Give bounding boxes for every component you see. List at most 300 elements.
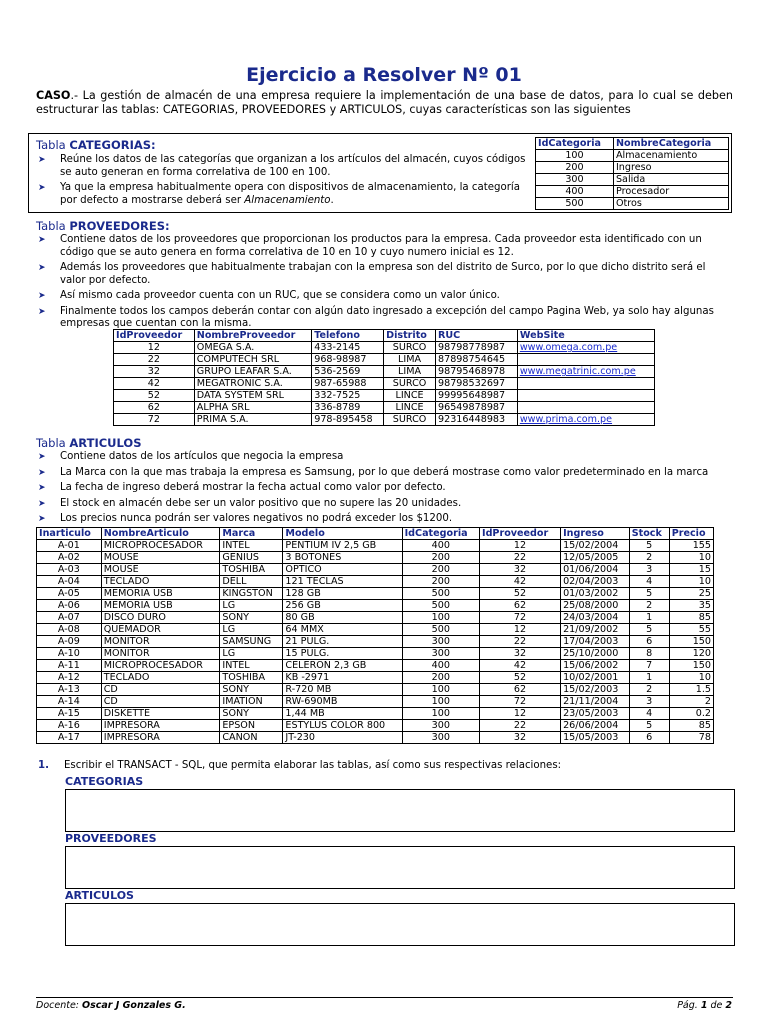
table-cell: 62 <box>480 684 561 696</box>
arrow-bullet-icon: ➤ <box>38 452 46 462</box>
table-cell: QUEMADOR <box>101 624 220 636</box>
table-cell: 121 TECLAS <box>283 576 402 588</box>
question-text: Escribir el TRANSACT - SQL, que permita elaborar las tablas, así como sus respectivas relaciones: <box>64 760 562 771</box>
table-cell: CD <box>101 696 220 708</box>
table-cell: DELL <box>220 576 283 588</box>
table-cell <box>517 366 654 378</box>
table-cell: MEMORIA USB <box>101 588 220 600</box>
table-cell: A-01 <box>37 540 102 552</box>
table-cell: Otros <box>613 198 728 210</box>
table-cell: 15/02/2004 <box>561 540 630 552</box>
table-cell: 12 <box>114 342 195 354</box>
table-cell: 200 <box>402 564 479 576</box>
table-cell: 2 <box>629 552 669 564</box>
table-cell: 64 MMX <box>283 624 402 636</box>
table-cell: SURCO <box>384 414 436 426</box>
table-cell: 300 <box>536 174 614 186</box>
table-cell: 500 <box>402 624 479 636</box>
table-cell: 150 <box>669 660 713 672</box>
column-header: IdProveedor <box>480 528 561 540</box>
column-header: NombreArticulo <box>101 528 220 540</box>
table-cell: 62 <box>114 402 195 414</box>
table-cell: 3 BOTONES <box>283 552 402 564</box>
column-header: NombreCategoria <box>613 138 728 150</box>
footer-page-current: 1 <box>700 1000 708 1011</box>
articulos-bullets <box>36 451 726 529</box>
list-item <box>36 262 726 287</box>
arrow-bullet-icon: ➤ <box>38 235 46 245</box>
table-cell: 6 <box>629 732 669 744</box>
table-cell: SURCO <box>384 342 436 354</box>
table-row <box>37 636 714 648</box>
table-cell: 80 GB <box>283 612 402 624</box>
table-cell: GENIUS <box>220 552 283 564</box>
table-cell: JT-230 <box>283 732 402 744</box>
table-cell: 10/02/2001 <box>561 672 630 684</box>
table-cell: A-04 <box>37 576 102 588</box>
table-cell: CELERON 2,3 GB <box>283 660 402 672</box>
table-cell: 10 <box>669 672 713 684</box>
table-cell: LG <box>220 648 283 660</box>
table-cell: 987-65988 <box>312 378 384 390</box>
table-cell: 87898754645 <box>436 354 518 366</box>
table-cell: 4 <box>629 708 669 720</box>
answer-box-categorias[interactable] <box>65 789 735 832</box>
table-cell: 4 <box>629 576 669 588</box>
table-cell: 200 <box>402 672 479 684</box>
table-cell: A-11 <box>37 660 102 672</box>
column-header: Distrito <box>384 330 436 342</box>
table-cell: 23/05/2003 <box>561 708 630 720</box>
bullet-text: El stock en almacén debe ser un valor positivo que no supere las 20 unidades. <box>60 497 462 509</box>
table-cell: ESTYLUS COLOR 800 <box>283 720 402 732</box>
table-cell: IMATION <box>220 696 283 708</box>
table-cell: 21 PULG. <box>283 636 402 648</box>
column-header: IdCategoria <box>536 138 614 150</box>
table-row <box>37 600 714 612</box>
table-cell: IMPRESORA <box>101 732 220 744</box>
table-cell: 120 <box>669 648 713 660</box>
table-cell: LG <box>220 600 283 612</box>
footer-docente-label: Docente: <box>36 1000 83 1011</box>
caso-label: CASO <box>36 89 71 102</box>
table-cell: A-03 <box>37 564 102 576</box>
table-cell: 96549878987 <box>436 402 518 414</box>
table-cell: LINCE <box>384 402 436 414</box>
table-cell: TOSHIBA <box>220 672 283 684</box>
list-item <box>36 451 726 464</box>
table-cell: SAMSUNG <box>220 636 283 648</box>
categorias-heading <box>36 138 156 152</box>
categorias-table <box>535 137 729 210</box>
table-cell: Almacenamiento <box>613 150 728 162</box>
table-cell: TOSHIBA <box>220 564 283 576</box>
table-cell: R-720 MB <box>283 684 402 696</box>
question-1 <box>38 760 561 771</box>
table-row <box>37 576 714 588</box>
answer-box-proveedores[interactable] <box>65 846 735 889</box>
table-row <box>114 402 655 414</box>
articulos-heading <box>36 436 142 450</box>
table-cell: 332-7525 <box>312 390 384 402</box>
table-cell: 12 <box>480 624 561 636</box>
table-cell: MICROPROCESADOR <box>101 660 220 672</box>
column-header: WebSite <box>517 330 654 342</box>
table-cell: Salida <box>613 174 728 186</box>
column-header: Telefono <box>312 330 384 342</box>
table-cell: CD <box>101 684 220 696</box>
caso-text: La gestión de almacén de una empresa requiere la implementación de una base de datos, para lo cual se deben estructurar las tablas: CATEGORIAS, PROVEEDORES y ARTICULOS, cuyas características son las siguientes <box>36 89 733 116</box>
table-row <box>37 732 714 744</box>
table-row <box>37 696 714 708</box>
table-cell <box>517 342 654 354</box>
table-cell: DISKETTE <box>101 708 220 720</box>
page-title: Ejercicio a Resolver Nº 01 <box>246 64 522 86</box>
column-header: IdProveedor <box>114 330 195 342</box>
categorias-box <box>28 133 732 213</box>
table-row <box>37 612 714 624</box>
bullet-text: Contiene datos de los artículos que negocia la empresa <box>60 451 344 462</box>
caso-paragraph <box>36 89 733 117</box>
table-cell: 968-98987 <box>312 354 384 366</box>
table-cell: 978-895458 <box>312 414 384 426</box>
list-item <box>36 182 526 207</box>
list-item <box>36 498 726 511</box>
table-cell: 85 <box>669 612 713 624</box>
arrow-bullet-icon: ➤ <box>38 155 46 165</box>
table-row <box>37 660 714 672</box>
website-link[interactable]: www.omega.com.pe <box>519 342 618 353</box>
table-cell: 15 <box>669 564 713 576</box>
caso-separator: .- <box>70 89 83 102</box>
proveedores-heading-name: PROVEEDORES: <box>69 219 170 233</box>
table-cell: 8 <box>629 648 669 660</box>
table-cell: 400 <box>402 660 479 672</box>
table-cell: ALPHA SRL <box>194 402 311 414</box>
table-cell: 35 <box>669 600 713 612</box>
table-cell: 22 <box>480 720 561 732</box>
table-cell: 22 <box>480 636 561 648</box>
table-cell: DATA SYSTEM SRL <box>194 390 311 402</box>
articulos-heading-prefix: Tabla <box>36 436 70 450</box>
table-cell: 300 <box>402 732 479 744</box>
table-cell: 42 <box>480 576 561 588</box>
table-cell: 2 <box>629 600 669 612</box>
table-cell: 6 <box>629 636 669 648</box>
table-cell: MEGATRONIC S.A. <box>194 378 311 390</box>
answer-label-categorias: CATEGORIAS <box>65 775 144 788</box>
categorias-bullet-text: Reúne los datos de las categorías que organizan a los artículos del almacén, cuyos códigos se auto generan en forma correlativa de 100 en 100. <box>60 154 526 178</box>
table-cell: 433-2145 <box>312 342 384 354</box>
table-row <box>114 366 655 378</box>
table-cell: LIMA <box>384 366 436 378</box>
table-row <box>536 162 729 174</box>
articulos-heading-name: ARTICULOS <box>69 436 142 450</box>
table-cell: A-16 <box>37 720 102 732</box>
table-cell: 32 <box>480 648 561 660</box>
table-cell: A-14 <box>37 696 102 708</box>
bullet-text: La Marca con la que mas trabaja la empresa es Samsung, por lo que deberá mostrase como valor predeterminado en la marca <box>60 466 709 478</box>
table-cell: 500 <box>402 600 479 612</box>
table-cell: 155 <box>669 540 713 552</box>
table-cell: MOUSE <box>101 564 220 576</box>
table-cell: SONY <box>220 708 283 720</box>
table-cell: 400 <box>402 540 479 552</box>
articulos-table <box>36 527 714 744</box>
table-row <box>536 150 729 162</box>
arrow-bullet-icon: ➤ <box>38 467 46 478</box>
table-cell: A-12 <box>37 672 102 684</box>
table-cell: INTEL <box>220 660 283 672</box>
table-cell: 5 <box>629 624 669 636</box>
table-row <box>114 342 655 354</box>
table-cell: 12 <box>480 540 561 552</box>
table-cell: SURCO <box>384 378 436 390</box>
table-cell: 100 <box>402 684 479 696</box>
table-cell: 99995648987 <box>436 390 518 402</box>
table-cell: TECLADO <box>101 672 220 684</box>
table-cell: 2 <box>669 696 713 708</box>
table-row <box>37 624 714 636</box>
table-cell: 1 <box>629 612 669 624</box>
table-row <box>37 588 714 600</box>
table-cell: A-08 <box>37 624 102 636</box>
table-cell: 100 <box>536 150 614 162</box>
table-cell: OMEGA S.A. <box>194 342 311 354</box>
column-header: Inarticulo <box>37 528 102 540</box>
table-cell: IMPRESORA <box>101 720 220 732</box>
footer-page-sep: de <box>707 1000 726 1011</box>
bullet-text: Los precios nunca podrán ser valores negativos no podrá exceder los $1200. <box>60 513 453 524</box>
table-cell: 52 <box>480 672 561 684</box>
table-cell: 100 <box>402 696 479 708</box>
arrow-bullet-icon: ➤ <box>38 514 46 524</box>
table-cell: 42 <box>480 660 561 672</box>
table-cell: GRUPO LEAFAR S.A. <box>194 366 311 378</box>
table-cell: 536-2569 <box>312 366 384 378</box>
table-cell: 52 <box>480 588 561 600</box>
table-cell <box>517 354 654 366</box>
footer-docente <box>36 1000 186 1011</box>
column-header: IdCategoria <box>402 528 479 540</box>
answer-box-articulos[interactable] <box>65 903 735 946</box>
table-cell: 200 <box>536 162 614 174</box>
table-cell: 1,44 MB <box>283 708 402 720</box>
list-item <box>36 154 526 179</box>
table-cell: 32 <box>480 732 561 744</box>
table-cell: 22 <box>114 354 195 366</box>
column-header: NombreProveedor <box>194 330 311 342</box>
table-cell: 32 <box>480 564 561 576</box>
table-cell: A-10 <box>37 648 102 660</box>
categorias-bullet-end: . <box>330 194 334 206</box>
table-cell: MONITOR <box>101 648 220 660</box>
list-item <box>36 234 726 259</box>
arrow-bullet-icon: ➤ <box>38 263 46 273</box>
table-cell: 32 <box>114 366 195 378</box>
table-row <box>37 708 714 720</box>
arrow-bullet-icon: ➤ <box>38 498 46 509</box>
table-row <box>37 540 714 552</box>
table-cell: 200 <box>402 552 479 564</box>
website-link[interactable]: www.prima.com.pe <box>519 414 613 425</box>
table-cell: TECLADO <box>101 576 220 588</box>
table-cell: 5 <box>629 720 669 732</box>
categorias-heading-prefix: Tabla <box>36 138 70 152</box>
table-cell: PENTIUM IV 2,5 GB <box>283 540 402 552</box>
table-row <box>37 552 714 564</box>
table-cell: 17/04/2003 <box>561 636 630 648</box>
arrow-bullet-icon: ➤ <box>38 291 46 301</box>
table-cell: RW-690MB <box>283 696 402 708</box>
table-row <box>37 672 714 684</box>
list-item <box>36 513 726 526</box>
table-cell: SONY <box>220 612 283 624</box>
table-cell: 85 <box>669 720 713 732</box>
table-row <box>114 378 655 390</box>
table-cell: PRIMA S.A. <box>194 414 311 426</box>
table-cell: 24/03/2004 <box>561 612 630 624</box>
proveedores-heading-prefix: Tabla <box>36 219 70 233</box>
categorias-heading-name: CATEGORIAS: <box>69 138 156 152</box>
table-cell: 15/02/2003 <box>561 684 630 696</box>
table-cell: 1 <box>629 672 669 684</box>
table-row <box>37 684 714 696</box>
website-link[interactable]: www.megatrinic.com.pe <box>519 366 636 377</box>
table-cell: SONY <box>220 684 283 696</box>
table-cell: 15/05/2003 <box>561 732 630 744</box>
table-cell: KINGSTON <box>220 588 283 600</box>
answer-label-articulos: ARTICULOS <box>65 889 134 902</box>
bullet-text: Además los proveedores que habitualmente trabajan con la empresa son del distrito de Surco, por lo que dicho distrito será el valor por defecto. <box>60 262 706 286</box>
table-cell: LIMA <box>384 354 436 366</box>
table-cell: MICROPROCESADOR <box>101 540 220 552</box>
table-cell <box>517 414 654 426</box>
table-cell: A-05 <box>37 588 102 600</box>
table-cell: 42 <box>114 378 195 390</box>
list-item <box>36 290 726 303</box>
table-cell <box>517 378 654 390</box>
table-cell: 72 <box>480 612 561 624</box>
table-cell: 98795468978 <box>436 366 518 378</box>
footer-page-number <box>677 1000 732 1011</box>
footer-page-label: Pág. <box>677 1000 701 1011</box>
table-cell: DISCO DURO <box>101 612 220 624</box>
column-header: Ingreso <box>561 528 630 540</box>
table-row <box>536 174 729 186</box>
table-row <box>114 354 655 366</box>
table-cell: CANON <box>220 732 283 744</box>
table-cell: 500 <box>536 198 614 210</box>
table-cell: 2 <box>629 684 669 696</box>
proveedores-bullets <box>36 234 726 334</box>
table-cell: A-15 <box>37 708 102 720</box>
table-cell: 1.5 <box>669 684 713 696</box>
table-cell: 72 <box>480 696 561 708</box>
categorias-bullet-emphasis: Almacenamiento <box>244 194 331 206</box>
footer-docente-name: Oscar J Gonzales G. <box>82 1000 186 1011</box>
table-cell: 10 <box>669 576 713 588</box>
categorias-bullet-text: Ya que la empresa habitualmente opera con dispositivos de almacenamiento, la categoría por defecto a mostrarse deberá ser <box>60 182 520 206</box>
table-cell: 21/11/2004 <box>561 696 630 708</box>
table-cell: A-13 <box>37 684 102 696</box>
table-cell: 3 <box>629 564 669 576</box>
table-cell: A-07 <box>37 612 102 624</box>
table-cell: 150 <box>669 636 713 648</box>
column-header: RUC <box>436 330 518 342</box>
footer-page-total: 2 <box>725 1000 732 1011</box>
table-row <box>114 414 655 426</box>
table-cell: 52 <box>114 390 195 402</box>
table-cell: A-17 <box>37 732 102 744</box>
table-row <box>37 720 714 732</box>
table-cell: MOUSE <box>101 552 220 564</box>
table-cell: 300 <box>402 720 479 732</box>
column-header: Marca <box>220 528 283 540</box>
table-cell: A-06 <box>37 600 102 612</box>
table-cell: 78 <box>669 732 713 744</box>
table-cell: 336-8789 <box>312 402 384 414</box>
table-cell: 300 <box>402 648 479 660</box>
table-cell: MONITOR <box>101 636 220 648</box>
table-row <box>114 390 655 402</box>
bullet-text: Contiene datos de los proveedores que proporcionan los productos para la empresa. Cada proveedor esta identificado con un código que se auto genera en forma correlativa de 10 en 10 y cuyo numero inicial es 12. <box>60 234 702 258</box>
table-cell: 5 <box>629 540 669 552</box>
list-item <box>36 306 726 331</box>
table-cell: 10 <box>669 552 713 564</box>
table-cell: 100 <box>402 612 479 624</box>
table-cell: 5 <box>629 588 669 600</box>
proveedores-heading <box>36 219 170 233</box>
table-row <box>536 186 729 198</box>
table-cell: INTEL <box>220 540 283 552</box>
table-cell: 300 <box>402 636 479 648</box>
column-header: Modelo <box>283 528 402 540</box>
table-cell: 62 <box>480 600 561 612</box>
table-cell: 15 PULG. <box>283 648 402 660</box>
table-cell: Ingreso <box>613 162 728 174</box>
list-item <box>36 482 726 495</box>
table-cell: 01/03/2002 <box>561 588 630 600</box>
table-cell: 72 <box>114 414 195 426</box>
table-cell: 21/09/2002 <box>561 624 630 636</box>
footer-divider <box>36 997 733 998</box>
table-cell: 7 <box>629 660 669 672</box>
table-cell <box>517 402 654 414</box>
table-cell: 01/06/2004 <box>561 564 630 576</box>
table-cell <box>517 390 654 402</box>
table-cell: 400 <box>536 186 614 198</box>
table-cell: 25/08/2000 <box>561 600 630 612</box>
table-cell: LG <box>220 624 283 636</box>
arrow-bullet-icon: ➤ <box>38 183 46 193</box>
arrow-bullet-icon: ➤ <box>38 306 46 317</box>
table-cell: EPSON <box>220 720 283 732</box>
table-cell: 55 <box>669 624 713 636</box>
table-cell: LINCE <box>384 390 436 402</box>
table-cell: 128 GB <box>283 588 402 600</box>
bullet-text: Finalmente todos los campos deberán contar con algún dato ingresado a excepción del campo Pagina Web, ya solo hay algunas empresas que cuentan con la misma. <box>60 305 714 329</box>
table-cell: OPTICO <box>283 564 402 576</box>
table-cell: 25 <box>669 588 713 600</box>
answer-label-proveedores: PROVEEDORES <box>65 832 157 845</box>
table-cell: 200 <box>402 576 479 588</box>
table-cell: 500 <box>402 588 479 600</box>
table-cell: 15/06/2002 <box>561 660 630 672</box>
table-cell: 100 <box>402 708 479 720</box>
bullet-text: Así mismo cada proveedor cuenta con un RUC, que se considera como un valor único. <box>60 290 500 301</box>
table-cell: 98798778987 <box>436 342 518 354</box>
